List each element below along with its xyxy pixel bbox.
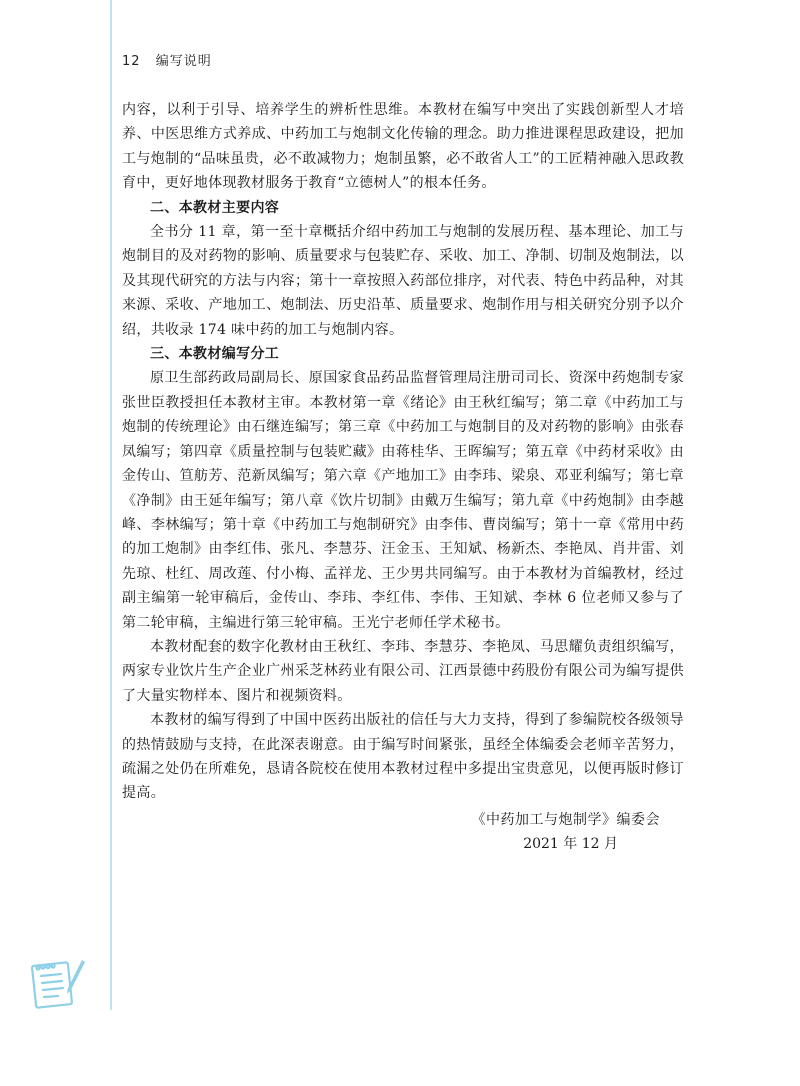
page-body — [122, 98, 684, 806]
margin-rule — [110, 0, 112, 1010]
page-number: 12 — [122, 54, 141, 69]
committee-name: 《中药加工与炮制学》编委会 — [471, 812, 660, 828]
paragraph-4: 本教材配套的数字化教材由王秋红、李玮、李慧芬、李艳凤、马思耀负责组织编写，两家专业饮片生产企业广州采芝林药业有限公司、江西景德中药股份有限公司为编写提供了大量实物样本、图片和视频资料。 — [122, 638, 684, 704]
paragraph-5: 本教材的编写得到了中国中医药出版社的信任与大力支持，得到了参编院校各级领导的热情鼓励与支持，在此深表谢意。由于编写时间紧张，虽经全体编委会老师辛苦努力，疏漏之处仍在所难免，恳请各院校在使用本教材过程中多提出宝贵意见，以便再版时修订提高。 — [122, 712, 684, 802]
paragraph-2: 全书分 11 章，第一至十章概括介绍中药加工与炮制的发展历程、基本理论、加工与炮制目的及对药物的影响、质量要求与包装贮存、采收、加工、净制、切制及炮制法，以及其现代研究的方法与内容；第十一章按照入药部位排序，对代表、特色中药品种，对其来源、采收、产地加工、炮制法、历史沿革、质量要求、炮制作用与相关研究分别予以介绍，共收录 174 味中药的加工与炮制内容。 — [122, 224, 684, 338]
signature-date: 2021 年 12 月 — [523, 836, 618, 852]
paragraph-3: 原卫生部药政局副局长、原国家食品药品监督管理局注册司司长、资深中药炮制专家张世臣教授担任本教材主审。本教材第一章《绪论》由王秋红编写；第二章《中药加工与炮制的传统理论》由石继连编写；第三章《中药加工与炮制目的及对药物的影响》由张春凤编写；第四章《质量控制与包装贮藏》由蒋桂华、王晖编写；第五章《中药材采收》由金传山、笪舫芳、范新凤编写；第六章《产地加工》由李玮、梁泉、邓亚利编写；第七章《净制》由王延年编写；第八章《饮片切制》由戴万生编写；第九章《中药炮制》由李越峰、李林编写；第十章《中药加工与炮制研究》由李伟、曹岗编写；第十一章《常用中药的加工炮制》由李红伟、张凡、李慧芬、汪金玉、王知斌、杨新杰、李艳凤、肖井雷、刘先琼、杜红、周改莲、付小梅、孟祥龙、王少男共同编写。由于本教材为首编教材，经过副主编第一轮审稿后，金传山、李玮、李红伟、李伟、王知斌、李林 6 位老师又参与了第二轮审稿，主编进行第三轮审稿。王光宁老师任学术秘书。 — [122, 370, 684, 631]
heading-division-of-work: 三、本教材编写分工 — [150, 346, 280, 363]
running-header — [122, 50, 212, 69]
heading-main-content: 二、本教材主要内容 — [150, 199, 280, 216]
section-title: 编写说明 — [155, 54, 212, 69]
signature-block — [472, 808, 661, 856]
notebook-pencil-icon — [28, 952, 86, 1012]
paragraph-1: 内容，以利于引导、培养学生的辨析性思维。本教材在编写中突出了实践创新型人才培养、中医思维方式养成、中药加工与炮制文化传输的理念。助力推进课程思政建设，把加工与炮制的“品味虽贵，必不敢减物力；炮制虽繁，必不敢省人工”的工匠精神融入思政教育中，更好地体现教材服务于教育“立德树人”的根本任务。 — [122, 102, 684, 192]
